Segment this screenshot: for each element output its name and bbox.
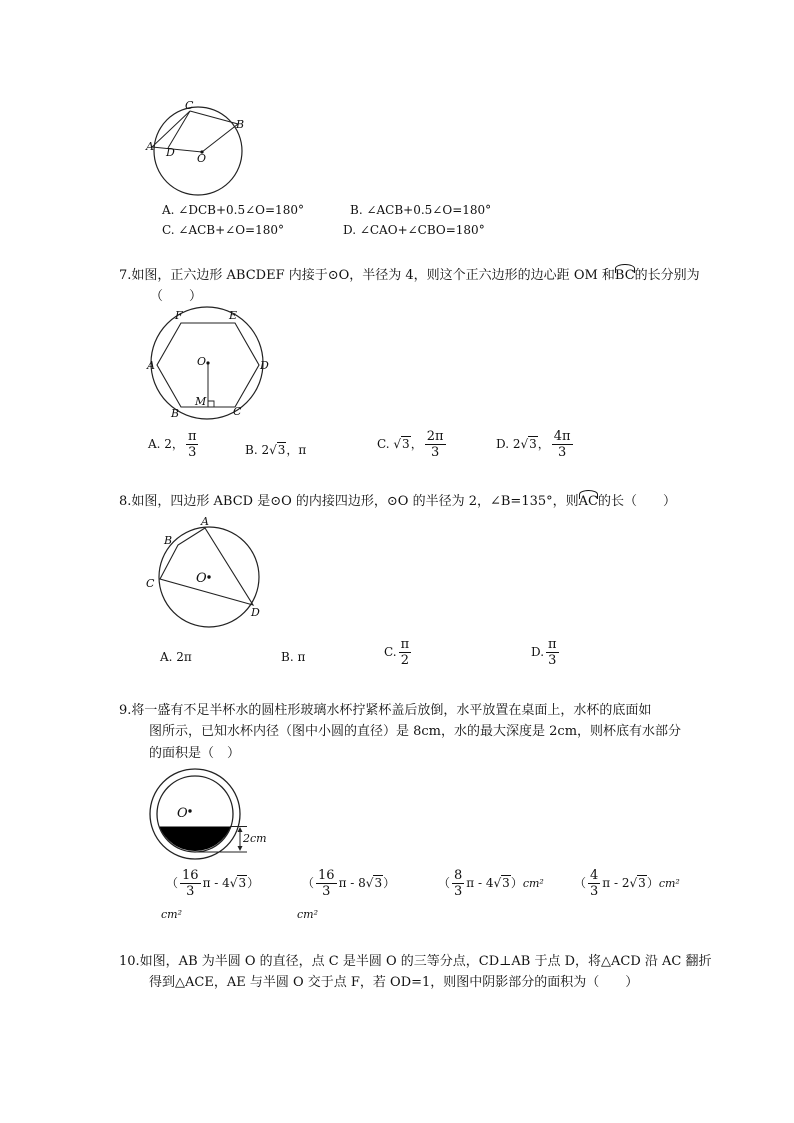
q9-option-c-sqrt: √3 (493, 876, 510, 890)
q10-line2: 得到△ACE，AE 与半圆 O 交于点 F，若 OD=1，则图中阴影部分的面积为（ ） (149, 975, 639, 990)
q7-option-c (377, 430, 448, 459)
q7-option-d-prefix: D. 2 (496, 437, 521, 451)
q9-option-d-frac (588, 869, 600, 898)
q7-option-d-frac (552, 430, 573, 459)
q8-label-c: C (146, 577, 155, 590)
q7-option-b-rad: 3 (277, 443, 286, 457)
q9-option-b-mid: π - 8 (338, 876, 366, 890)
q9-option-b-sqrt: √3 (365, 876, 383, 890)
q9-option-a-num: 16 (182, 868, 199, 883)
q8-option-d-prefix: D. (531, 645, 545, 659)
q7-label-f: F (175, 309, 183, 322)
q9-figure (143, 765, 273, 865)
q7-stem (119, 264, 700, 283)
q6-option-d: D. ∠CAO+∠CBO=180° (343, 223, 485, 237)
q7-option-c-mid: ， (410, 437, 423, 451)
q8-option-c (384, 638, 413, 667)
q9-option-b: （ $\frac{16}{3}$ π - 8√3） (302, 868, 396, 899)
q9-option-b-den: 3 (322, 884, 331, 899)
q7-option-c-den: 3 (430, 445, 440, 460)
q6-label-d: D (166, 146, 175, 159)
q8-option-c-prefix: C. (384, 645, 397, 659)
q9-option-d-unit: cm² (658, 877, 680, 890)
q7-option-d-den: 3 (558, 445, 567, 460)
q7-label-c: C (233, 405, 242, 418)
q7-option-c-rad: 3 (402, 437, 410, 451)
q8-stem-tail: 的长（ ） (597, 494, 676, 509)
q8-stem (119, 490, 676, 509)
q9-option-a-den: 3 (186, 884, 195, 899)
q6-option-b: B. ∠ACB+0.5∠O=180° (350, 203, 492, 217)
q7-label-a: A (147, 359, 155, 372)
q7-option-d-sqrt: √3 (520, 437, 537, 451)
q8-arc-label: AC (578, 494, 598, 509)
q7-center-dot (206, 361, 209, 364)
q9-arrow-head-bottom (238, 846, 243, 851)
q9-option-d: （ $\frac{4}{3}$ π - 2√3）cm² (574, 868, 680, 899)
q7-label-m: M (195, 395, 207, 408)
q9-option-b-unit: cm² (297, 908, 319, 921)
q9-option-a-rad: 3 (238, 876, 247, 890)
q9-option-c-rad: 3 (502, 876, 510, 890)
q9-option-a-unit: cm² (161, 908, 183, 921)
q6-label-c: C (185, 100, 194, 112)
q6-label-o: O (197, 152, 207, 165)
q7-option-c-num: 2π (426, 429, 444, 444)
q8-option-d (531, 638, 561, 667)
q7-option-b-sqrt: √3 (269, 443, 286, 457)
q7-option-d-rad: 3 (529, 437, 537, 451)
q6-figure (140, 100, 255, 200)
q7-option-c-prefix: C. (377, 437, 394, 451)
q8-arc-ac (579, 490, 598, 509)
q9-option-a: （ $\frac{16}{3}$ π - 4√3） (166, 868, 260, 899)
q7-arc-bc (615, 264, 635, 283)
q7-option-b-suffix: ，π (286, 443, 307, 457)
q8-stem-text: 8.如图，四边形 ABCD 是⊙O 的内接四边形，⊙O 的半径为 2，∠B=135°，则 (119, 494, 579, 509)
q9-option-c-den: 3 (454, 884, 463, 899)
q8-option-c-den: 2 (400, 653, 409, 668)
q7-option-b-prefix: B. 2 (245, 443, 270, 457)
q9-option-a-mid: π - 4 (202, 876, 230, 890)
q9-label-depth: 2cm (243, 832, 267, 845)
q7-option-c-frac (425, 430, 446, 459)
q6-lines (152, 111, 238, 152)
q10-line1: 10.如图，AB 为半圆 O 的直径，点 C 是半圆 O 的三等分点，CD⊥AB 于点 D，将△ACD 沿 AC 翻折 (119, 954, 712, 969)
q9-option-c-frac (452, 869, 464, 898)
q9-line3: 的面积是（ ） (149, 746, 241, 761)
q9-option-d-num: 4 (590, 868, 599, 883)
q7-label-o: O (197, 355, 207, 368)
q9-center-dot (188, 809, 191, 812)
q7-label-b: B (171, 407, 180, 420)
q7-stem-text: 7.如图，正六边形 ABCDEF 内接于⊙O，半径为 4，则这个正六边形的边心距 OM 和 (119, 268, 615, 283)
q9-option-b-rad: 3 (374, 876, 383, 890)
q7-label-d: D (260, 359, 269, 372)
q8-label-d: D (251, 606, 260, 619)
q7-option-a-num: π (187, 429, 197, 444)
q8-option-c-num: π (400, 637, 410, 652)
q9-option-c-unit: cm² (522, 877, 544, 890)
q6-option-a: A. ∠DCB+0.5∠O=180° (162, 203, 304, 217)
q8-label-a: A (201, 515, 209, 528)
q9-option-c-num: 8 (454, 868, 463, 883)
q9-line2: 图所示，已知水杯内径（图中小圆的直径）是 8cm，水的最大深度是 2cm，则杯底有水部分 (149, 724, 682, 739)
q9-option-a-frac (180, 869, 201, 898)
q8-option-d-frac (546, 638, 559, 667)
q9-option-d-mid: π - 2 (602, 876, 630, 890)
q9-option-b-num: 16 (318, 868, 335, 883)
q7-option-d (496, 430, 575, 459)
q7-option-c-sqrt: √3 (393, 437, 410, 451)
q8-quadrilateral (160, 528, 253, 605)
q7-option-a-prefix: A. 2， (148, 437, 184, 451)
q7-right-angle (208, 401, 214, 407)
q7-option-a (148, 430, 200, 459)
q9-option-b-frac (316, 869, 337, 898)
q8-center-dot (207, 575, 210, 578)
q9-option-d-den: 3 (590, 884, 599, 899)
q8-figure (140, 515, 270, 633)
q7-arc-label: BC (614, 268, 635, 283)
q8-option-c-frac (399, 638, 412, 667)
q9-option-a-sqrt: √3 (229, 876, 247, 890)
q8-option-d-num: π (548, 637, 557, 652)
q8-option-b: B. π (281, 650, 306, 664)
q7-stem-tail: 的长分别为 (634, 268, 700, 283)
q9-option-c: （ $\frac{8}{3}$ π - 4√3）cm² (438, 868, 544, 899)
q9-option-c-mid: π - 4 (466, 876, 494, 890)
q8-label-b: B (164, 534, 173, 547)
q6-label-a: A (146, 140, 154, 153)
q7-option-a-den: 3 (188, 445, 197, 460)
q6-option-c: C. ∠ACB+∠O=180° (162, 223, 285, 237)
q6-label-b: B (236, 118, 245, 131)
q7-option-b (245, 441, 306, 458)
q9-line1: 9.将一盛有不足半杯水的圆柱形玻璃水杯拧紧杯盖后放倒，水平放置在桌面上，水杯的底面如 (119, 703, 652, 718)
q8-label-o: O (196, 571, 207, 586)
q9-water-region (160, 827, 231, 851)
q7-option-a-frac (186, 430, 199, 459)
q7-paren: （ ） (150, 289, 203, 304)
q7-label-e: E (229, 309, 238, 322)
q7-option-d-mid: ， (537, 437, 550, 451)
q7-option-d-num: 4π (553, 429, 571, 444)
q8-option-d-den: 3 (548, 653, 557, 668)
q7-figure (143, 305, 273, 421)
q9-option-d-sqrt: √3 (629, 876, 646, 890)
q9-option-d-rad: 3 (638, 876, 646, 890)
q9-label-o: O (177, 806, 188, 821)
q8-option-a: A. 2π (160, 650, 192, 664)
